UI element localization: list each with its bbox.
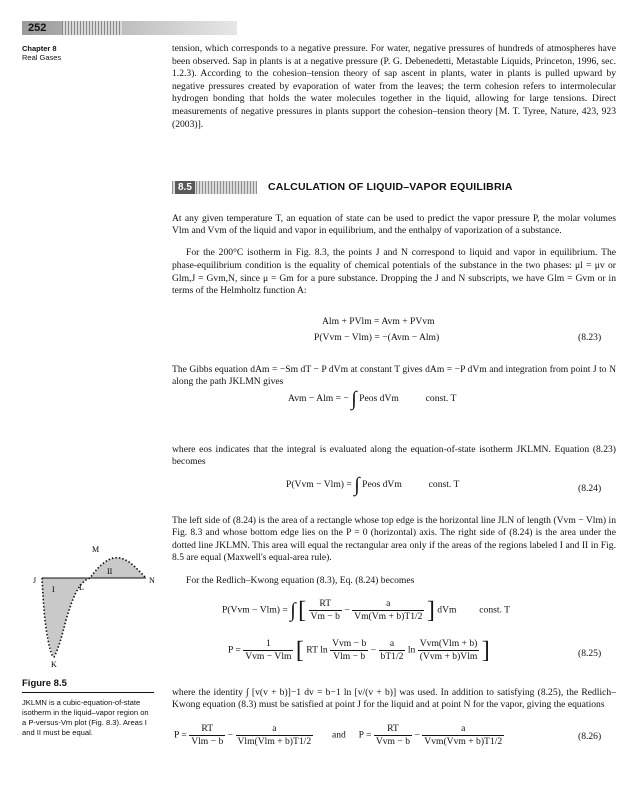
figure-caption (22, 678, 154, 738)
eq826-p1: P = (174, 729, 187, 741)
paragraph-5: The left side of (8.24) is the area of a rectangle whose top edge is the horizontal line JLN of length (Vvm − Vlm) in Fig. 8.3 and whose bottom edge lies on the P = 0 (horizontal) axis. The right side of (8.24) is the area under the dotted line JKLMN. This area will equal the rectangular area only if the areas of the regions labeled I and II in Fig. 8.5 are equal (Maxwell's equal-area rule). (172, 514, 616, 564)
figure-caption-text: JKLMN is a cubic-equation-of-state isotherm in the liquid–vapor region on a P-versus-Vm plot (Fig. 8.3). Areas I and II must be equal. (22, 698, 149, 737)
section-number: 8.5 (175, 181, 195, 194)
label-M: M (92, 545, 100, 554)
eq826-b-num: a (236, 723, 314, 736)
figure-8-5-isotherm (28, 540, 163, 670)
eq826-minus2: − (414, 729, 420, 741)
equation-8-25-number: (8.25) (578, 648, 602, 659)
equation-8-23: P(Vvm − Vlm) = −(Avm − Alm) (314, 332, 440, 343)
header-decoration (62, 21, 122, 35)
label-K: K (51, 660, 57, 669)
eq826-frac-b (236, 723, 314, 748)
section-number-bar (172, 181, 257, 194)
eq-824-integrand: Peos dVm (362, 479, 402, 491)
eq825-a-num: a (379, 638, 406, 651)
eq826-a-den: Vlm − b (191, 736, 224, 747)
eq825-f-den: Vvm − Vlm (245, 651, 292, 662)
eq826-b-den: Vlm(Vlm + b)T1/2 (237, 736, 312, 747)
eq826-and: and (331, 729, 346, 741)
figure-title: Figure 8.5 (22, 678, 67, 689)
section-title: CALCULATION OF LIQUID–VAPOR EQUILIBRIA (268, 181, 513, 193)
eq826-d-den: Vvm(Vvm + b)T1/2 (424, 736, 503, 747)
integral-sign: ∫ (354, 474, 360, 496)
label-N: N (149, 576, 155, 585)
eq825-f-num: 1 (243, 638, 293, 651)
caption-rule (22, 692, 154, 693)
page-header-bar (22, 21, 237, 35)
equation-rk-integral (222, 598, 510, 623)
left-bracket: [ (298, 597, 307, 624)
rk-fraction-2 (352, 598, 424, 623)
page-number: 252 (28, 22, 47, 34)
rk-const: const. T (479, 604, 511, 616)
eq825-log-arg-2 (418, 638, 480, 663)
eq826-c-den: Vvm − b (375, 736, 411, 747)
equation-8-26-number: (8.26) (578, 731, 602, 742)
main-text-top (172, 43, 616, 131)
section-body-4 (172, 505, 616, 597)
chapter-sidebar (22, 44, 152, 62)
paragraph-4: where eos indicates that the integral is evaluated along the equation-of-state isotherm JKLMN. Equation (8.23) becomes (172, 443, 616, 468)
equation-helmholtz: Alm + PVlm = Avm + PVvm (322, 316, 435, 327)
eq825-l2-num: Vvm(Vlm + b) (419, 638, 478, 649)
equation-8-26 (174, 723, 504, 748)
chapter-label: Chapter 8 (22, 44, 57, 53)
eq826-frac-a (189, 723, 225, 748)
eq825-l1-num: Vvm − b (332, 638, 367, 649)
right-bracket: ] (426, 597, 435, 624)
rk-t2-denominator: Vm(Vm + b)T1/2 (354, 611, 423, 622)
equation-integral-a (288, 388, 457, 410)
equation-8-23-number: (8.23) (578, 332, 602, 343)
eq826-frac-d (422, 723, 504, 748)
label-J: J (33, 576, 37, 585)
label-L: L (79, 583, 84, 592)
equation-8-24-number: (8.24) (578, 483, 602, 494)
eq-824-const: const. T (428, 479, 460, 491)
right-bracket: ] (481, 637, 490, 664)
rk-t1-denominator: Vm − b (310, 611, 340, 622)
label-II: II (107, 567, 113, 576)
eq825-log-arg-1 (330, 638, 368, 663)
rk-dvm: dVm (437, 604, 457, 616)
left-bracket: [ (295, 637, 304, 664)
eq-b-lhs: Avm − Alm = − (288, 393, 349, 405)
eq826-a-num: RT (189, 723, 225, 736)
eq825-rt-ln: RT ln (306, 644, 328, 656)
eq825-lhs: P = (228, 644, 241, 656)
paragraph-1: At any given temperature T, an equation of state can be used to predict the vapor pressure P, the molar volumes Vlm and Vvm of the liquid and vapor in equilibrium, and the enthalpy of vaporization of a substance. (172, 212, 616, 237)
chapter-title: Real Gases (22, 53, 62, 62)
rk-t2-numerator: a (352, 598, 424, 611)
eq825-l1-den: Vlm − b (333, 651, 366, 662)
eq-824-lhs: P(Vvm − Vlm) = (286, 479, 352, 491)
eq826-minus1: − (227, 729, 234, 741)
rk-lhs: P(Vvm − Vlm) = (222, 604, 288, 616)
paragraph-2: For the 200°C isotherm in Fig. 8.3, the points J and N correspond to liquid and vapor in equilibrium. The phase-equilibrium condition is the equality of chemical potentials of the substance in the two phases: μl = μv or Glm,J = Gvm,N, since μ = Gm for a pure substance. Dropping the J and N subscripts, we have Glm = Gvm or in terms of the Helmholtz function A: (172, 247, 616, 297)
rk-t1-numerator: RT (309, 598, 342, 611)
paragraph-3: The Gibbs equation dAm = −Sm dT − P dVm at constant T gives dAm = −P dVm and integration from point J to N along the path JKLMN gives (172, 363, 616, 388)
eq825-a-den: bT1/2 (380, 651, 404, 662)
paragraph-7: where the identity ∫ [v(v + b)]−1 dv = b−1 ln [v/(v + b)] was used. In addition to satisfying (8.25), the Redlich–Kwong equation (8.3) must be satisfied at point J for the liquid and at point N for the vapor, giving the equations (172, 686, 616, 711)
eq826-c-num: RT (374, 723, 412, 736)
section-body-2 (172, 354, 616, 398)
eq825-minus: − (370, 644, 377, 656)
equation-8-25 (228, 638, 490, 663)
section-body-3 (172, 434, 616, 478)
eq825-l2-den: (Vvm + b)Vlm (419, 651, 478, 662)
label-I: I (52, 585, 55, 594)
paragraph-6: For the Redlich–Kwong equation (8.3), Eq. (8.24) becomes (186, 574, 415, 586)
eq-b-const: const. T (425, 393, 457, 405)
eq826-frac-c (374, 723, 412, 748)
rk-minus: − (344, 604, 350, 616)
eq825-prefactor (243, 638, 293, 663)
section-body-1 (172, 203, 616, 307)
eq826-p2: P = (358, 729, 372, 741)
intro-paragraph: tension, which corresponds to a negative pressure. For water, negative pressures of hundreds of atmospheres have been observed. Sap in plants is at a negative pressure (P. G. Debenedetti, Metastable Liquids, Princeton, 1996, sec. 1.2.3). According to the cohesion–tension theory of sap ascent in plants, water in plants is pulled upward by negative pressures created by evaporation of water from the leaves; the term cohesion refers to intermolecular hydrogen bonding that holds the water molecules together in the liquid, allowing for large tensions. Direct measurements of negative pressures in plants support the cohesion–tension theory [M. T. Tyree, Nature, 423, 923 (2003)]. (172, 43, 616, 130)
eq825-a-frac (379, 638, 406, 663)
eq825-ln: ln (407, 644, 416, 656)
eq-b-integrand: Peos dVm (359, 393, 399, 405)
rk-fraction-1 (309, 598, 342, 623)
eq826-d-num: a (422, 723, 504, 736)
equation-8-24 (286, 474, 460, 496)
integral-sign: ∫ (290, 599, 296, 622)
section-body-5 (172, 677, 616, 721)
integral-sign: ∫ (351, 388, 357, 410)
